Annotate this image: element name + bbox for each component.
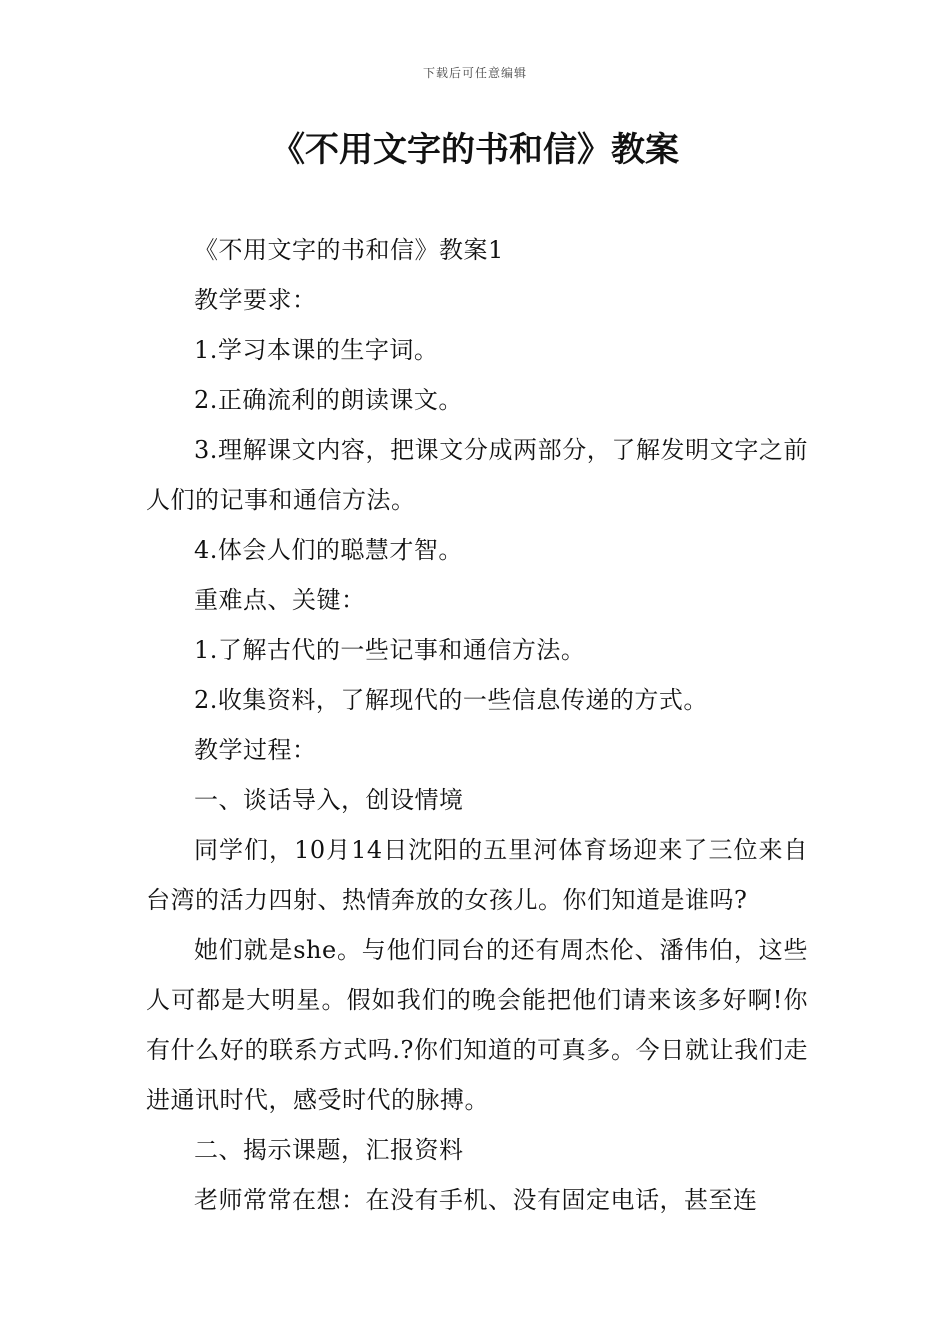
paragraph-requirement-3: 3.理解课文内容，把课文分成两部分，了解发明文字之前人们的记事和通信方法。 <box>146 436 808 514</box>
paragraph-key-points-label: 重难点、关键： <box>194 586 366 614</box>
document-title: 《不用文字的书和信》教案 <box>271 130 679 170</box>
paragraph-requirement-1: 1.学习本课的生字词。 <box>194 336 439 364</box>
paragraph-lesson-heading: 《不用文字的书和信》教案1 <box>194 236 504 264</box>
document-body <box>146 225 808 1225</box>
paragraph-section-2-text: 老师常常在想：在没有手机、没有固定电话，甚至连 <box>194 1186 758 1214</box>
paragraph-section-2-heading: 二、揭示课题，汇报资料 <box>194 1136 464 1164</box>
paragraph-requirement-2: 2.正确流利的朗读课文。 <box>194 386 463 414</box>
paragraph-teaching-process-label: 教学过程： <box>194 736 317 764</box>
paragraph-section-1-heading: 一、谈话导入，创设情境 <box>194 786 464 814</box>
paragraph-key-point-1: 1.了解古代的一些记事和通信方法。 <box>194 636 586 664</box>
paragraph-intro-1: 同学们，10月14日沈阳的五里河体育场迎来了三位来自台湾的活力四射、热情奔放的女孩儿。你们知道是谁吗? <box>146 836 808 914</box>
paragraph-teaching-requirements-label: 教学要求： <box>194 286 317 314</box>
paragraph-intro-2: 她们就是she。与他们同台的还有周杰伦、潘伟伯，这些人可都是大明星。假如我们的晚会能把他们请来该多好啊!你有什么好的联系方式吗.?你们知道的可真多。今日就让我们走进通讯时代，感受时代的脉搏。 <box>146 936 808 1114</box>
paragraph-key-point-2: 2.收集资料，了解现代的一些信息传递的方式。 <box>194 686 708 714</box>
page-header-note: 下载后可任意编辑 <box>422 66 527 80</box>
paragraph-requirement-4: 4.体会人们的聪慧才智。 <box>194 536 463 564</box>
